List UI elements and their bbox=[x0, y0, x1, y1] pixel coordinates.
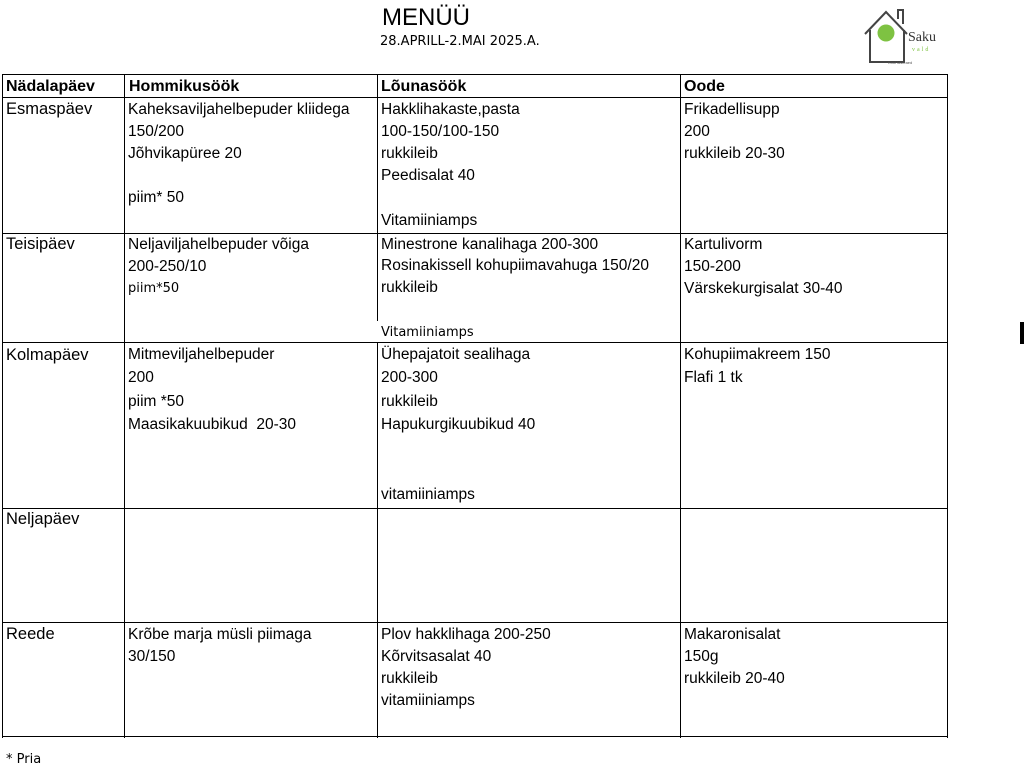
monday-breakfast-2: 150/200 bbox=[128, 123, 185, 140]
friday-lunch-2: Kõrvitsasalat 40 bbox=[381, 648, 492, 665]
logo-text: Saku bbox=[908, 30, 936, 45]
tuesday-snack-2: 150-200 bbox=[684, 258, 741, 275]
monday-snack-1: Frikadellisupp bbox=[684, 101, 780, 118]
footnote: * Pria bbox=[6, 752, 42, 767]
tuesday-lunch-1: Minestrone kanalihaga 200-300 bbox=[381, 236, 599, 253]
monday-lunch-4: Peedisalat 40 bbox=[381, 167, 475, 184]
monday-breakfast-4: piim* 50 bbox=[128, 189, 184, 206]
wednesday-lunch-2: 200-300 bbox=[381, 369, 438, 386]
svg-text:vald: vald bbox=[912, 47, 931, 53]
wednesday-lunch-1: Ühepajatoit sealihaga bbox=[381, 346, 531, 363]
monday-lunch-1: Hakklihakaste,pasta bbox=[381, 101, 520, 118]
wednesday-lunch-4: Hapukurgikuubikud 40 bbox=[381, 416, 536, 433]
day-tuesday: Teisipäev bbox=[6, 235, 75, 253]
tuesday-snack-3: Värskekurgisalat 30-40 bbox=[684, 280, 843, 297]
menu-table bbox=[2, 74, 948, 738]
school-logo bbox=[862, 6, 952, 70]
wednesday-breakfast-2: 200 bbox=[128, 369, 154, 386]
friday-snack-1: Makaronisalat bbox=[684, 626, 781, 643]
friday-breakfast-1: Krõbe marja müsli piimaga bbox=[128, 626, 312, 643]
svg-text:Kool lasteaed: Kool lasteaed bbox=[888, 60, 913, 65]
tuesday-lunch-2: Rosinakissell kohupiimavahuga 150/20 bbox=[381, 257, 649, 274]
monday-breakfast-1: Kaheksaviljahelbepuder kliidega bbox=[128, 101, 350, 118]
tuesday-breakfast-1: Neljaviljahelbepuder võiga bbox=[128, 236, 309, 253]
wednesday-lunch-5: vitamiiniamps bbox=[381, 486, 475, 503]
tuesday-lunch-3: rukkileib bbox=[381, 279, 438, 296]
monday-lunch-3: rukkileib bbox=[381, 145, 438, 162]
page-edge-mark bbox=[1020, 322, 1024, 344]
friday-snack-3: rukkileib 20-40 bbox=[684, 670, 785, 687]
wednesday-breakfast-4: Maasikakuubikud 20-30 bbox=[128, 416, 297, 433]
monday-lunch-5: Vitamiiniamps bbox=[381, 212, 478, 229]
day-wednesday: Kolmapäev bbox=[6, 346, 89, 364]
col-header-breakfast: Hommikusöök bbox=[129, 78, 240, 95]
col-header-snack: Oode bbox=[684, 78, 725, 95]
monday-snack-2: 200 bbox=[684, 123, 710, 140]
day-monday: Esmaspäev bbox=[6, 100, 93, 118]
friday-lunch-3: rukkileib bbox=[381, 670, 438, 687]
wednesday-snack-2: Flafi 1 tk bbox=[684, 369, 743, 386]
tuesday-breakfast-2: 200-250/10 bbox=[128, 258, 207, 275]
col-header-day: Nädalapäev bbox=[6, 78, 95, 95]
monday-lunch-2: 100-150/100-150 bbox=[381, 123, 500, 140]
monday-breakfast-3: Jõhvikapüree 20 bbox=[128, 145, 242, 162]
tuesday-lunch-4: Vitamiiniamps bbox=[381, 325, 474, 340]
friday-breakfast-2: 30/150 bbox=[128, 648, 176, 665]
wednesday-breakfast-3: piim *50 bbox=[128, 393, 184, 410]
friday-lunch-1: Plov hakklihaga 200-250 bbox=[381, 626, 551, 643]
page-title: MENÜÜ bbox=[382, 4, 470, 31]
friday-snack-2: 150g bbox=[684, 648, 719, 665]
tuesday-breakfast-3: piim*50 bbox=[128, 281, 180, 296]
col-header-lunch: Lõunasöök bbox=[381, 78, 467, 95]
friday-lunch-4: vitamiiniamps bbox=[381, 692, 475, 709]
day-thursday: Neljapäev bbox=[6, 510, 80, 528]
wednesday-snack-1: Kohupiimakreem 150 bbox=[684, 346, 831, 363]
date-range: 28.APRILL-2.MAI 2025.A. bbox=[380, 34, 540, 49]
house-logo-icon bbox=[862, 6, 952, 70]
day-friday: Reede bbox=[6, 625, 55, 643]
tuesday-snack-1: Kartulivorm bbox=[684, 236, 763, 253]
monday-snack-3: rukkileib 20-30 bbox=[684, 145, 785, 162]
wednesday-lunch-3: rukkileib bbox=[381, 393, 438, 410]
wednesday-breakfast-1: Mitmeviljahelbepuder bbox=[128, 346, 275, 363]
